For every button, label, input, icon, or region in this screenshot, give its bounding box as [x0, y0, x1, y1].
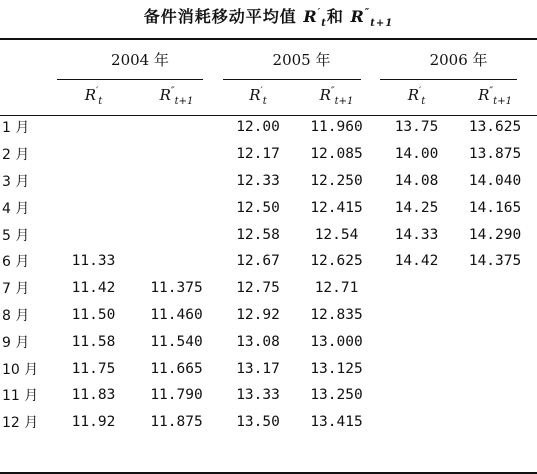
- table-row: [0, 275, 537, 302]
- month-label: 1 月: [2, 120, 30, 137]
- month-label: 2 月: [2, 147, 30, 164]
- value-cell: 11.92: [71, 414, 116, 431]
- value-cell: 13.50: [236, 414, 280, 431]
- value-cell: [453, 409, 537, 436]
- value-cell: 14.040: [468, 172, 522, 189]
- month-label: 7 月: [2, 281, 30, 298]
- value-cell: [380, 328, 453, 355]
- value-cell: 11.75: [71, 360, 116, 377]
- value-cell: 11.960: [310, 119, 363, 136]
- title-r2-base: R: [350, 7, 365, 26]
- table-row: [0, 168, 537, 195]
- value-cell: 12.50: [236, 199, 280, 216]
- value-cell: 14.165: [468, 199, 522, 216]
- value-cell: [57, 168, 130, 195]
- value-cell: [380, 302, 453, 329]
- value-cell: [453, 275, 537, 302]
- value-cell: 14.08: [394, 172, 439, 189]
- title-middle: 和: [326, 7, 351, 26]
- value-cell: [130, 194, 223, 221]
- value-cell: [130, 141, 223, 168]
- value-cell: 12.67: [236, 253, 280, 270]
- value-cell: [130, 168, 223, 195]
- value-cell: 12.71: [314, 280, 359, 297]
- table-row: [0, 248, 537, 275]
- title-symbol-r-double-prime: [350, 7, 394, 30]
- value-cell: [130, 248, 223, 275]
- month-label: 8 月: [2, 307, 30, 324]
- value-cell: [380, 275, 453, 302]
- title-r1-base: R: [303, 7, 318, 26]
- value-cell: 11.540: [150, 333, 203, 350]
- value-cell: 14.375: [468, 253, 522, 270]
- value-cell: 12.415: [310, 199, 363, 216]
- value-cell: [453, 382, 537, 409]
- table-row: [0, 194, 537, 221]
- value-cell: 13.250: [310, 387, 363, 404]
- table-row: [0, 221, 537, 248]
- value-cell: [453, 328, 537, 355]
- value-cell: 11.33: [71, 253, 116, 270]
- title-symbol-r-prime: [303, 7, 327, 30]
- value-cell: [57, 221, 130, 248]
- table-row: [0, 114, 537, 141]
- subheader-r-prime: $R'_t$: [84, 85, 103, 107]
- value-cell: 14.25: [394, 199, 439, 216]
- value-cell: [380, 382, 453, 409]
- table-row: [0, 382, 537, 409]
- subheader-r-double-prime: $R''_{t+1}$: [159, 85, 194, 107]
- table-row: [0, 409, 537, 436]
- value-cell: 13.875: [468, 146, 522, 163]
- title-r1-prime: ′: [317, 7, 322, 19]
- value-cell: 11.83: [71, 387, 116, 404]
- title-prefix: 备件消耗移动平均值: [143, 7, 304, 26]
- value-cell: 13.17: [236, 360, 280, 377]
- value-cell: 12.75: [236, 280, 280, 297]
- table-row: [0, 355, 537, 382]
- value-cell: [130, 114, 223, 141]
- table-row: [0, 141, 537, 168]
- table-row: [0, 302, 537, 329]
- value-cell: [57, 194, 130, 221]
- value-cell: 11.42: [71, 280, 116, 297]
- value-cell: [380, 355, 453, 382]
- value-cell: 12.250: [310, 172, 363, 189]
- value-cell: 12.92: [236, 306, 280, 323]
- value-cell: [453, 302, 537, 329]
- value-cell: 11.665: [150, 360, 203, 377]
- value-cell: 12.835: [310, 306, 363, 323]
- corner-cell-2: [0, 78, 57, 114]
- value-cell: 13.625: [468, 119, 522, 136]
- data-table: [0, 40, 537, 436]
- month-label: 4 月: [2, 200, 30, 217]
- month-label: 3 月: [2, 173, 30, 190]
- subheader-r-double-prime: $R''_{t+1}$: [478, 85, 512, 107]
- value-cell: 12.33: [236, 172, 280, 189]
- value-cell: 13.415: [310, 414, 363, 431]
- subheader-r-prime: $R'_t$: [407, 85, 426, 107]
- value-cell: 13.000: [310, 333, 363, 350]
- value-cell: [57, 141, 130, 168]
- value-cell: [453, 355, 537, 382]
- month-label: 5 月: [2, 227, 30, 244]
- value-cell: [130, 221, 223, 248]
- value-cell: [57, 114, 130, 141]
- value-cell: 14.290: [468, 226, 522, 243]
- value-cell: 12.625: [310, 253, 363, 270]
- month-label: 11 月: [2, 388, 39, 405]
- value-cell: 11.460: [150, 306, 203, 323]
- subheader-r-double-prime: $R''_{t+1}$: [319, 85, 354, 107]
- value-cell: 12.00: [236, 119, 280, 136]
- value-cell: 12.54: [314, 226, 359, 243]
- table-row: [0, 328, 537, 355]
- sub-header-row: [0, 78, 537, 114]
- value-cell: 11.58: [71, 333, 116, 350]
- value-cell: 11.375: [150, 280, 203, 297]
- value-cell: 11.790: [150, 387, 203, 404]
- value-cell: 13.33: [236, 387, 280, 404]
- month-label: 10 月: [2, 361, 39, 378]
- title-r2-prime: ″: [364, 7, 371, 19]
- year-header-2004: 2004 年: [111, 50, 169, 69]
- value-cell: 12.58: [236, 226, 280, 243]
- value-cell: [380, 409, 453, 436]
- value-cell: 12.085: [310, 146, 363, 163]
- value-cell: 13.75: [394, 119, 439, 136]
- month-label: 12 月: [2, 415, 39, 432]
- value-cell: 12.17: [236, 146, 280, 163]
- subheader-r-prime: $R'_t$: [249, 85, 267, 107]
- value-cell: 14.33: [394, 226, 439, 243]
- year-header-2006: 2006 年: [429, 50, 488, 69]
- corner-cell: [0, 40, 57, 78]
- value-cell: 13.08: [236, 333, 280, 350]
- value-cell: 11.875: [150, 414, 203, 431]
- title-r1-sub: t: [321, 18, 327, 30]
- value-cell: 11.50: [71, 306, 116, 323]
- table-title: [0, 4, 537, 29]
- value-cell: 14.42: [394, 253, 439, 270]
- table-body: [0, 114, 537, 436]
- title-r2-sub: t+1: [370, 18, 394, 30]
- year-header-2005: 2005 年: [272, 50, 331, 69]
- value-cell: 14.00: [394, 146, 439, 163]
- month-label: 9 月: [2, 334, 30, 351]
- month-label: 6 月: [2, 254, 30, 271]
- value-cell: 13.125: [310, 360, 363, 377]
- year-header-row: [0, 40, 537, 78]
